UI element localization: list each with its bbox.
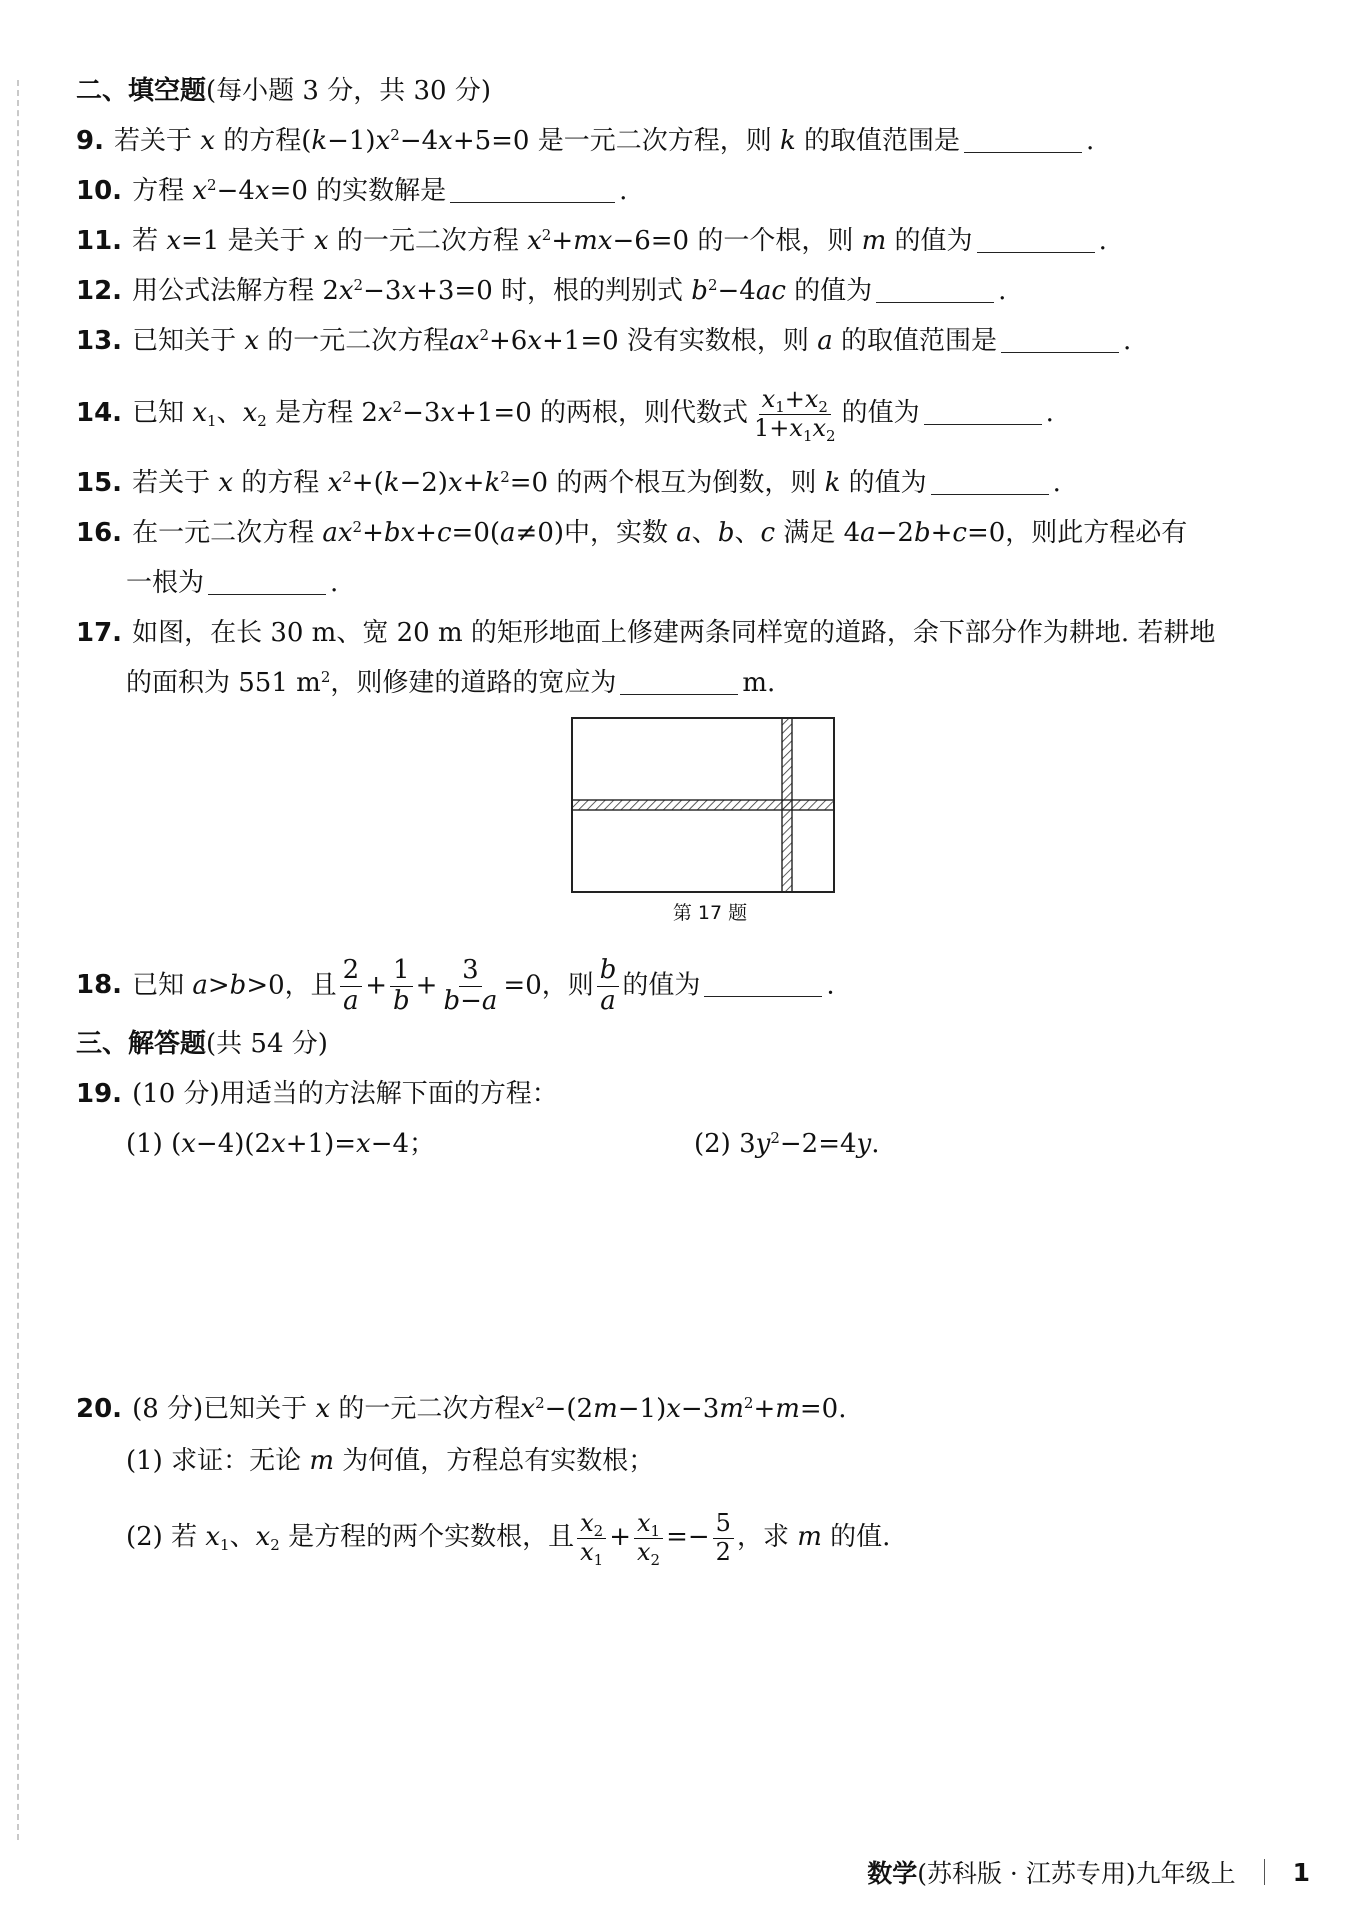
text: −4 <box>399 126 439 156</box>
text: . <box>826 970 835 1001</box>
text: 如图，在长 30 m、宽 20 m 的矩形地面上修建两条同样宽的道路，余下部分作为耕地. 若耕地 <box>132 618 1216 648</box>
problem-19 <box>76 1077 1290 1111</box>
text: 是方程的两个实数根，且 <box>288 1522 575 1553</box>
text: + <box>415 518 437 548</box>
text: 已知 <box>132 970 185 1001</box>
fraction: $\frac{x_1}{x_2}$ <box>634 1510 663 1566</box>
text: 的值为 <box>794 276 873 306</box>
text: 的一元二次方程 <box>267 326 450 356</box>
text: 若关于 <box>132 468 211 498</box>
section-note: (共 54 分) <box>206 1029 328 1059</box>
text: 的一元二次方程 <box>338 1394 521 1424</box>
problem-number: 16. <box>76 518 123 548</box>
binding-margin-line <box>17 80 19 1840</box>
section-heading-solve <box>76 1027 1290 1061</box>
text: −3 <box>402 398 441 429</box>
text: + <box>753 1394 776 1424</box>
footer-divider <box>1264 1859 1265 1885</box>
problem-number: 17. <box>76 618 123 648</box>
text: 方程 <box>132 176 185 206</box>
answer-blank[interactable] <box>876 276 994 303</box>
text: 的值为 <box>848 468 927 498</box>
fraction: $\frac{b}{a}$ <box>597 956 620 1017</box>
problem-17-continued: 的面积为 551 $m^2$，则修建的道路的宽应为 m. <box>126 668 776 698</box>
text: 为何值，方程总有实数根； <box>342 1446 655 1476</box>
text: >0，且 <box>246 970 337 1001</box>
problem-number: 18. <box>76 970 123 1001</box>
text: −1) <box>617 1394 667 1424</box>
fraction: $\frac{x_1+x_2}{1+x_1x_2}$ <box>754 385 836 445</box>
figure-caption: 第 17 题 <box>672 902 748 924</box>
text: =0 的两个根互为倒数，则 <box>509 468 817 498</box>
text: =0( <box>451 518 501 548</box>
text: 、 <box>691 518 718 548</box>
problem-20-part-1: (1) 求证：无论 m 为何值，方程总有实数根； <box>126 1446 655 1476</box>
text: > <box>207 970 230 1001</box>
text: 的值. <box>830 1522 891 1553</box>
text: +6 <box>489 326 528 356</box>
text: 在一元二次方程 <box>132 518 315 548</box>
text: 的取值范围是 <box>840 326 997 356</box>
text: −2 <box>875 518 914 548</box>
page-number: 1 <box>1292 1857 1310 1887</box>
text: 的方程( <box>223 126 312 156</box>
text: +( <box>351 468 384 498</box>
text: + <box>362 518 384 548</box>
text: −3 <box>680 1394 720 1424</box>
text: +1)= <box>285 1129 357 1159</box>
text: −4 <box>717 276 756 306</box>
text: 的方程 <box>241 468 320 498</box>
section-heading-fill-in <box>76 74 1290 108</box>
text: +5=0 是一元二次方程，则 <box>452 126 772 156</box>
section-note: (每小题 3 分，共 30 分) <box>206 76 491 106</box>
problem-number: 12. <box>76 276 123 306</box>
road-field-diagram <box>570 716 840 898</box>
answer-blank[interactable] <box>924 398 1042 425</box>
text: 、 <box>734 518 761 548</box>
text: . <box>1123 326 1132 356</box>
problem-number: 15. <box>76 468 123 498</box>
answer-blank[interactable] <box>208 568 326 595</box>
text: 的取值范围是 <box>804 126 961 156</box>
text: (2) 若 <box>126 1522 198 1553</box>
problem-number: 20. <box>76 1394 123 1424</box>
answer-blank[interactable] <box>964 126 1082 153</box>
problem-19-part-2: (2) $3y^2-2=4y$. <box>694 1129 880 1159</box>
text: 满足 4 <box>783 518 861 548</box>
fraction: $\frac{1}{b}$ <box>390 956 413 1017</box>
text: + <box>930 518 953 548</box>
text: −1) <box>327 126 376 156</box>
text: 一根为 <box>126 568 205 598</box>
text: =0，则 <box>503 970 594 1001</box>
text: m. <box>742 668 776 698</box>
text: 的一元二次方程 <box>336 226 519 256</box>
text: −(2 <box>544 1394 594 1424</box>
problem-17 <box>76 616 1290 650</box>
answer-blank[interactable] <box>620 668 738 695</box>
problem-9: 9. 若关于 x 的方程$(k-1)x^2-4x+5=0$ 是一元二次方程，则 k 的取值范围是 . <box>76 126 1095 156</box>
problem-11: 11. 若 x=1 是关于 x 的一元二次方程 $x^2+mx-6=0$ 的一个根，则 m 的值为 . <box>76 226 1107 256</box>
fraction: $\frac{5}{2}$ <box>713 1510 734 1566</box>
answer-blank[interactable] <box>977 226 1095 253</box>
text: =0. <box>799 1394 847 1424</box>
problem-18: 18. 已知 a>b>0，且 $\frac{2}{a}$ + $\frac{1}{b}$ + $\frac{3}{b-a}$ =0，则 $\frac{b}{a}$ 的值为 . <box>76 955 835 1016</box>
text: 的值为 <box>841 398 920 429</box>
text: +3=0 时，根的判别式 <box>416 276 684 306</box>
section-title: 三、解答题 <box>76 1029 207 1059</box>
text: +1=0 没有实数根，则 <box>542 326 809 356</box>
problem-number: 14. <box>76 398 123 429</box>
fraction: $\frac{2}{a}$ <box>340 956 363 1017</box>
text: 若关于 <box>113 126 192 156</box>
problem-12: 12. 用公式法解方程 $2x^2-3x+3=0$ 时，根的判别式 $b^2-4ac$ 的值为 . <box>76 276 1007 306</box>
text: 是方程 2 <box>275 398 378 429</box>
text: . <box>1098 226 1107 256</box>
text: (8 分)已知关于 <box>132 1394 308 1424</box>
text: . <box>871 1129 880 1159</box>
text: . <box>998 276 1007 306</box>
section-title: 二、填空题 <box>76 76 207 106</box>
problem-20-part-2: (2) 若 $x_1$、$x_2$ 是方程的两个实数根，且 $\frac{x_2}{x_1}$ + $\frac{x_1}{x_2}$ =− $\frac{5}{2}$ ，求 m 的值. <box>126 1509 891 1569</box>
text: 的值为 <box>622 970 701 1001</box>
text: . <box>1045 398 1054 429</box>
text: −3 <box>363 276 402 306</box>
answer-blank[interactable] <box>704 970 822 997</box>
text: ，求 <box>736 1522 789 1553</box>
problem-10: 10. 方程 $x^2-4x=0$ 的实数解是 . <box>76 176 628 206</box>
footer-edition: (苏科版 · 江苏专用)九年级上 <box>917 1859 1236 1888</box>
text: 若 <box>132 226 159 256</box>
text: 已知关于 <box>132 326 237 356</box>
problem-number: 11. <box>76 226 123 256</box>
fraction: $\frac{3}{b-a}$ <box>443 955 498 1016</box>
text: =1 是关于 <box>181 226 306 256</box>
text: −4； <box>370 1129 436 1159</box>
answer-blank[interactable] <box>450 176 615 203</box>
page-footer <box>867 1854 1310 1890</box>
answer-blank[interactable] <box>1001 326 1119 353</box>
text: . <box>330 568 339 598</box>
text: +1=0 的两根，则代数式 <box>455 398 749 429</box>
text: 、 <box>216 398 243 429</box>
text: + <box>551 226 574 256</box>
answer-blank[interactable] <box>931 468 1049 495</box>
vertical-road <box>782 718 792 892</box>
text: −2) <box>399 468 448 498</box>
text: =− <box>666 1522 710 1553</box>
text: (1) ( <box>126 1129 182 1159</box>
text: −4)(2 <box>195 1129 272 1159</box>
text: 的值为 <box>894 226 973 256</box>
fraction: $\frac{x_2}{x_1}$ <box>577 1510 606 1566</box>
problem-number: 13. <box>76 326 123 356</box>
text: . <box>1052 468 1061 498</box>
text: −2=4 <box>779 1129 857 1159</box>
text: . <box>619 176 628 206</box>
text: −4 <box>216 176 255 206</box>
text: (1) 求证：无论 <box>126 1446 302 1476</box>
text: ≠0)中，实数 <box>515 518 669 548</box>
problem-number: 19. <box>76 1079 123 1109</box>
problem-14: 14. 已知 $x_1$、$x_2$ 是方程 $2x^2-3x+1=0$ 的两根，则代数式 $\frac{x_1+x_2}{1+x_1x_2}$ 的值为 . <box>76 385 1054 445</box>
problem-16-continued <box>126 566 1290 600</box>
text: 已知 <box>132 398 185 429</box>
text: =0，则此方程必有 <box>966 518 1188 548</box>
problem-13: 13. 已知关于 x 的一元二次方程$ax^2+6x+1=0$ 没有实数根，则 a 的取值范围是 . <box>76 326 1132 356</box>
horizontal-road <box>572 800 834 810</box>
text: (2) 3 <box>694 1129 756 1159</box>
text: . <box>1086 126 1095 156</box>
text: =0 的实数解是 <box>269 176 447 206</box>
text: 用公式法解方程 2 <box>132 276 339 306</box>
problem-number: 9. <box>76 126 104 156</box>
text: 、 <box>229 1522 256 1553</box>
text: 的面积为 551 m <box>126 668 321 698</box>
text: ，则修建的道路的宽应为 <box>330 668 617 698</box>
problem-16: 16. 在一元二次方程 $ax^2+bx+c=0(a\ne 0)$中，实数 a、b、c 满足 4a−2b+c=0，则此方程必有 <box>76 518 1188 548</box>
text: −6=0 的一个根，则 <box>612 226 854 256</box>
problem-20: 20. (8 分)已知关于 x 的一元二次方程$x^2-(2m-1)x-3m^2+m=0$. <box>76 1394 847 1424</box>
problem-number: 10. <box>76 176 123 206</box>
footer-subject: 数学 <box>867 1859 918 1888</box>
text: (10 分)用适当的方法解下面的方程： <box>132 1079 558 1109</box>
text: + <box>462 468 485 498</box>
problem-19-part-1: (1) (x−4)(2x+1)=x−4； <box>126 1129 436 1159</box>
problem-15: 15. 若关于 x 的方程 $x^2+(k-2)x+k^2=0$ 的两个根互为倒数，则 k 的值为 . <box>76 468 1061 498</box>
